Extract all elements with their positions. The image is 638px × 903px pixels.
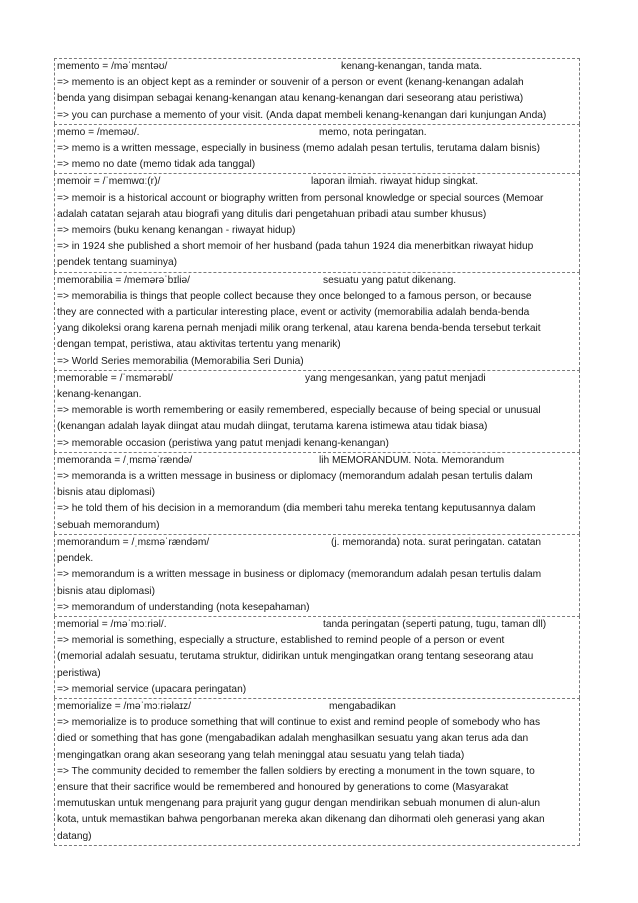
glossary-entry: [54, 124, 580, 174]
entry-meaning: mengabadikan: [329, 700, 396, 712]
entry-text-line: datang): [57, 830, 92, 842]
entry-text-line: => memoranda is a written message in business or diplomacy (memorandum adalah pesan tertulis dalam: [57, 471, 533, 483]
entry-text-line: bisnis atau diplomasi): [57, 585, 155, 597]
entry-meaning: lih MEMORANDUM. Nota. Memorandum: [319, 454, 505, 466]
entry-text-line: pendek tentang suaminya): [57, 257, 178, 269]
entry-text-line: (kenangan adalah layak diingat atau mudah diingat, terutama karena istimewa atau tidak biasa): [57, 421, 488, 433]
entry-term: memorial = /məˈmɔːriəl/.: [57, 618, 167, 630]
glossary-entry: [54, 370, 580, 452]
entry-text-line: => memorial service (upacara peringatan): [57, 683, 247, 695]
entry-text-line: ensure that their sacrifice would be remembered and honoured by generations to come (Masyarakat: [57, 781, 509, 793]
entry-text-line: => in 1924 she published a short memoir of her husband (pada tahun 1924 dia menerbitkan riwayat hidup: [57, 241, 534, 253]
entry-term: memo = /meməʊ/.: [57, 126, 140, 138]
entry-text-line: sebuah memorandum): [57, 519, 160, 531]
glossary-entry: [54, 698, 580, 846]
entry-text-line: died or something that has gone (mengabadikan adalah menghasilkan sesuatu yang akan terus ada dan: [57, 733, 529, 745]
entry-term: memorialize = /məˈmɔːriəlaɪz/: [57, 700, 192, 712]
entry-headword-line: [57, 59, 577, 75]
entry-text-line: => memento is an object kept as a reminder or souvenir of a person or event (kenang-kenangan adalah: [57, 77, 524, 89]
entry-term: memoranda = /ˌmɛməˈrændə/: [57, 454, 193, 466]
entry-text-line: kota, untuk memastikan bahwa pengorbanan mereka akan dikenang dan dihormati oleh generasi yang akan: [57, 814, 545, 826]
glossary-entry: [54, 272, 580, 370]
entry-text-line: => memorialize is to produce something that will continue to exist and remind people of somebody who has: [57, 717, 541, 729]
entry-meaning: (j. memoranda) nota. surat peringatan. catatan: [331, 536, 542, 548]
entry-headword-line: [57, 371, 577, 387]
entry-headword-line: [57, 125, 577, 141]
entry-headword-line: [57, 699, 577, 715]
entry-meaning: kenang-kenangan, tanda mata.: [341, 61, 483, 72]
entry-text-line: => memorandum of understanding (nota kesepahaman): [57, 601, 310, 613]
entry-term: memorable = /ˈmɛmərəbl/: [57, 372, 173, 384]
entry-meaning: sesuatu yang patut dikenang.: [323, 274, 457, 286]
entry-text-line: => memo is a written message, especially in business (memo adalah pesan tertulis, terutama dalam bisnis): [57, 143, 540, 155]
entry-text-line: adalah catatan sejarah atau biografi yang ditulis dari pengetahuan pribadi atau sumber khusus): [57, 208, 487, 220]
entry-text-line: (memorial adalah sesuatu, terutama struktur, didirikan untuk mengingatkan orang tentang seseorang atau: [57, 651, 534, 663]
glossary-entry: [54, 452, 580, 534]
entry-text-line: bisnis atau diplomasi): [57, 487, 155, 499]
entry-meaning: yang mengesankan, yang patut menjadi: [305, 372, 486, 384]
entry-text-line: => he told them of his decision in a memorandum (dia memberi tahu mereka tentang keputusannya dalam: [57, 503, 536, 515]
entry-meaning: tanda peringatan (seperti patung, tugu, taman dll): [323, 618, 547, 630]
entry-text-line: => World Series memorabilia (Memorabilia Seri Dunia): [57, 355, 304, 367]
entry-text-line: => memorabilia is things that people collect because they once belonged to a famous person, or because: [57, 290, 532, 302]
entry-text-line: mengingatkan orang akan seseorang yang telah meninggal atau sesuatu yang telah tiada): [57, 749, 465, 761]
entry-text-line: => memoirs (buku kenang kenangan - riwayat hidup): [57, 225, 296, 237]
entry-headword-line: [57, 453, 577, 469]
entry-term: memorandum = /ˌmɛməˈrændəm/: [57, 536, 210, 548]
entry-text-line: => memorable is worth remembering or easily remembered, especially because of being special or unusual: [57, 405, 541, 417]
glossary-entry: [54, 616, 580, 698]
entry-text-line: memutuskan untuk mengenang para prajurit yang gugur dengan mendirikan sebuah monumen di alun-alun: [57, 798, 541, 810]
entry-text-line: dengan tempat, peristiwa, atau aktivitas tertentu yang menarik): [57, 339, 341, 351]
entry-term: memento = /məˈmɛntəʊ/: [57, 61, 168, 72]
entry-meaning: laporan ilmiah. riwayat hidup singkat.: [311, 176, 479, 188]
entry-text-line: => memorable occasion (peristiwa yang patut menjadi kenang-kenangan): [57, 437, 389, 449]
entry-text-line: => memorial is something, especially a structure, established to remind people of a person or event: [57, 635, 505, 647]
entry-text-line: peristiwa): [57, 667, 101, 679]
entry-text-line: => memorandum is a written message in business or diplomacy (memorandum adalah pesan tertulis dalam: [57, 569, 542, 581]
glossary-page: [54, 58, 580, 846]
entry-headword-line: [57, 535, 577, 551]
entry-text-line: benda yang disimpan sebagai kenang-kenangan atau kenang-kenangan dari seseorang atau peristiwa): [57, 93, 524, 105]
entry-meaning: memo, nota peringatan.: [319, 126, 427, 138]
entry-headword-line: [57, 273, 577, 289]
entry-term: memoir = /ˈmemwɑː(r)/: [57, 176, 161, 188]
glossary-entry: [54, 173, 580, 271]
entry-text-line: kenang-kenangan.: [57, 389, 142, 401]
entry-headword-line: [57, 617, 577, 633]
entry-text-line: they are connected with a particular interesting place, event or activity (memorabilia adalah benda-benda: [57, 307, 530, 319]
entry-text-line: => memoir is a historical account or biography written from personal knowledge or special sources (Memoar: [57, 192, 544, 204]
entry-text-line: pendek.: [57, 553, 94, 565]
entry-text-line: => you can purchase a memento of your visit. (Anda dapat membeli kenang-kenangan dari kunjungan Anda): [57, 109, 547, 121]
glossary-entry: [54, 58, 580, 124]
entry-term: memorabilia = /memərəˈbɪliə/: [57, 274, 190, 286]
entry-text-line: => The community decided to remember the fallen soldiers by erecting a monument in the town square, to: [57, 765, 535, 777]
entry-text-line: yang dikoleksi orang karena pernah menjadi milik orang terkenal, atau karena benda-benda tersebut terkait: [57, 323, 541, 335]
entry-text-line: => memo no date (memo tidak ada tanggal): [57, 159, 256, 171]
entry-headword-line: [57, 174, 577, 190]
glossary-entry: [54, 534, 580, 616]
